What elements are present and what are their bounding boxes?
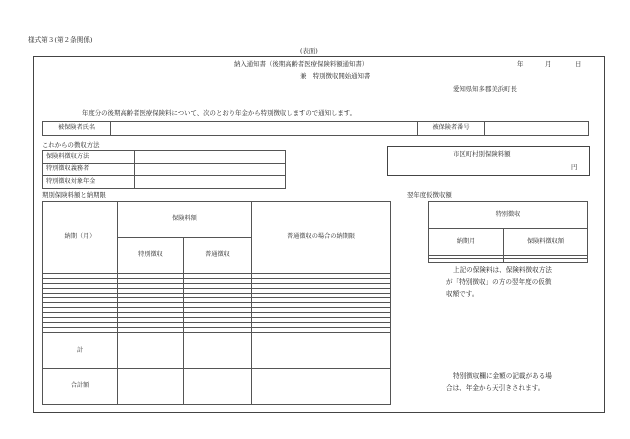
grand-total-row — [43, 369, 391, 405]
insured-number-label: 被保険者番号 — [418, 122, 485, 136]
method-table — [42, 150, 286, 189]
note2-line: 合は、年金から天引きされます。 — [446, 384, 545, 392]
next-year-table — [428, 201, 588, 263]
insured-number-value — [485, 122, 589, 136]
col-normal: 普通徴収 — [184, 237, 252, 273]
grand-total-row-label: 合計額 — [43, 369, 118, 405]
next-year-cell — [504, 259, 588, 263]
schedule-cell — [252, 369, 391, 405]
col-special: 特別徴収 — [118, 237, 184, 273]
method-row-value — [135, 151, 286, 164]
next-col-amount: 保険料徴収額 — [504, 228, 588, 255]
form-number: 様式第３(第２条関係) — [28, 36, 93, 44]
premium-label: 市区町村別保険料額 — [453, 150, 511, 158]
document-title: 納入通知書（後期高齢者医療保険料額通知書） — [234, 60, 369, 68]
method-row-label: 特別徴収義務者 — [43, 163, 135, 176]
schedule-cell — [184, 369, 252, 405]
next-year-title: 翌年度仮徴収額 — [407, 191, 452, 199]
total-row-label: 計 — [43, 333, 118, 369]
note2-line: 特別徴収欄に金額の記載がある場 — [453, 372, 552, 380]
col-deadline: 普通徴収の場合の納期限 — [252, 202, 391, 274]
note1-line: 収額です。 — [446, 290, 479, 298]
note1-line: 上記の保険料は、保険料徴収方法 — [453, 266, 552, 274]
method-row-value — [135, 163, 286, 176]
method-row-label: 特別徴収対象年金 — [43, 176, 135, 189]
premium-unit: 円 — [571, 163, 578, 171]
method-title: これからの徴収方法 — [42, 141, 100, 149]
schedule-cell — [252, 333, 391, 369]
next-col-month: 納期月 — [429, 228, 504, 255]
next-year-row — [429, 259, 588, 263]
next-year-cell — [429, 259, 504, 263]
year-label: 年 — [517, 60, 524, 68]
document-subtitle: 兼 特別徴収開始通知書 — [300, 72, 371, 80]
col-period: 納期（月） — [43, 202, 118, 274]
insured-name-label: 被保険者氏名 — [43, 122, 111, 136]
intro-text: 年度分の後期高齢者医療保険料について、次のとおり年金から特別徴収しますので通知します。 — [82, 109, 357, 117]
day-label: 日 — [575, 60, 582, 68]
col-premium: 保険料額 — [118, 202, 252, 238]
total-row — [43, 333, 391, 369]
schedule-title: 期別保険料額と納期限 — [42, 191, 106, 199]
side-label: (表面) — [300, 47, 318, 55]
month-label: 月 — [545, 60, 552, 68]
next-col-special: 特別徴収 — [429, 202, 588, 229]
method-row-label: 保険料徴収方法 — [43, 151, 135, 164]
insured-table — [42, 121, 589, 136]
schedule-cell — [118, 333, 184, 369]
schedule-cell — [118, 369, 184, 405]
note1-line: が「特別徴収」の方の翌年度の仮徴 — [446, 278, 552, 286]
schedule-table — [42, 201, 391, 405]
insured-name-value — [111, 122, 418, 136]
method-row-value — [135, 176, 286, 189]
schedule-cell — [184, 333, 252, 369]
issuer: 愛知県知多郡美浜町長 — [453, 85, 517, 93]
